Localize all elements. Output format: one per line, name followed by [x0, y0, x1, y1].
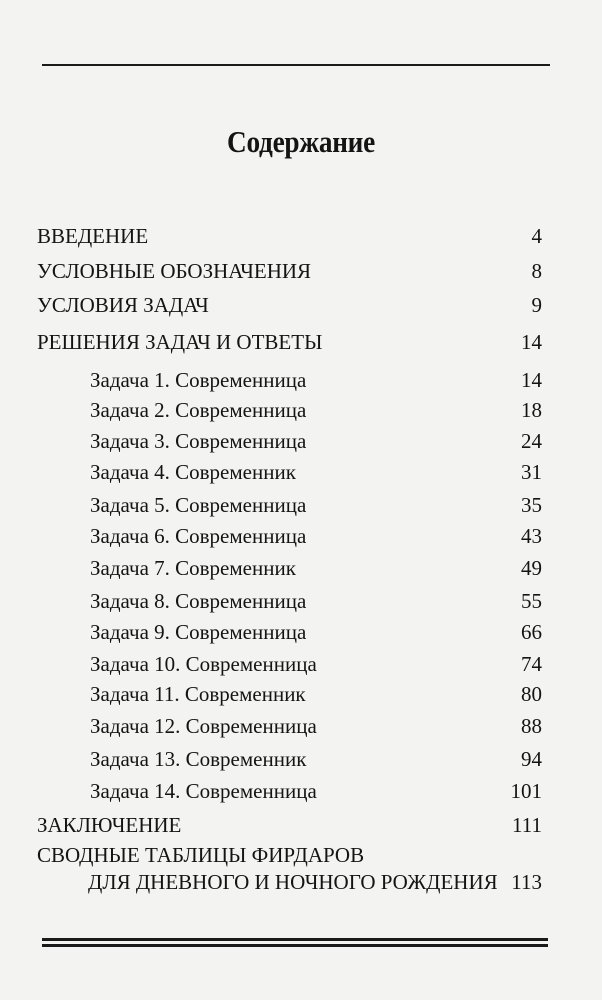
toc-entry-page: 14 [521, 368, 542, 392]
toc-entry-page: 113 [511, 870, 542, 894]
toc-entry-task-2[interactable] [0, 396, 602, 424]
toc-entry-task-4[interactable] [0, 458, 602, 486]
toc-entry-task-5[interactable] [0, 491, 602, 519]
toc-entry-solutions[interactable] [0, 328, 602, 356]
toc-entry-label: Задача 1. Современница [90, 368, 307, 392]
toc-entry-label: Задача 4. Современник [90, 460, 296, 484]
page-title: Содержание [227, 124, 375, 159]
toc-entry-page: 101 [510, 779, 542, 803]
toc-entry-page: 74 [521, 652, 542, 676]
toc-entry-conclusion[interactable] [0, 811, 602, 839]
toc-entry-label: Задача 11. Современник [90, 682, 306, 706]
toc-entry-label: УСЛОВНЫЕ ОБОЗНАЧЕНИЯ [37, 259, 312, 283]
toc-entry-task-3[interactable] [0, 427, 602, 455]
toc-entry-label: Задача 7. Современник [90, 556, 296, 580]
toc-entry-label-line2: ДЛЯ ДНЕВНОГО И НОЧНОГО РОЖДЕНИЯ [88, 870, 498, 894]
toc-entry-page: 24 [521, 429, 542, 453]
toc-entry-label: Задача 12. Современница [90, 714, 317, 738]
bottom-double-rule [42, 938, 548, 947]
toc-entry-task-1[interactable] [0, 366, 602, 394]
toc-entry-label: Задача 6. Современница [90, 524, 307, 548]
toc-entry-page: 8 [531, 259, 542, 283]
toc-entry-label: Задача 14. Современница [90, 779, 317, 803]
toc-entry-page: 14 [521, 330, 542, 354]
toc-entry-symbols[interactable] [0, 257, 602, 285]
toc-entry-task-11[interactable] [0, 680, 602, 708]
toc-entry-label-line1: СВОДНЫЕ ТАБЛИЦЫ ФИРДАРОВ [37, 843, 365, 867]
toc-entry-label: Задача 5. Современница [90, 493, 307, 517]
toc-entry-label: Задача 3. Современница [90, 429, 307, 453]
toc-entry-page: 31 [521, 460, 542, 484]
toc-entry-label: Задача 13. Современник [90, 747, 307, 771]
toc-entry-task-14[interactable] [0, 777, 602, 805]
toc-entry-page: 55 [521, 589, 542, 613]
toc-entry-problems[interactable] [0, 291, 602, 319]
toc-entry-label: Задача 8. Современница [90, 589, 307, 613]
toc-entry-label: Задача 9. Современница [90, 620, 307, 644]
toc-entry-page: 43 [521, 524, 542, 548]
toc-entry-page: 94 [521, 747, 542, 771]
toc-entry-task-8[interactable] [0, 587, 602, 615]
toc-entry-label: РЕШЕНИЯ ЗАДАЧ И ОТВЕТЫ [37, 330, 323, 354]
toc-entry-task-9[interactable] [0, 618, 602, 646]
toc-entry-task-10[interactable] [0, 650, 602, 678]
toc-entry-page: 111 [512, 813, 542, 837]
toc-entry-page: 80 [521, 682, 542, 706]
toc-entry-label: ЗАКЛЮЧЕНИЕ [37, 813, 182, 837]
toc-entry-task-6[interactable] [0, 522, 602, 550]
toc-entry-tables-continued[interactable] [0, 868, 602, 896]
top-rule [42, 64, 550, 66]
toc-entry-label: Задача 10. Современница [90, 652, 317, 676]
toc-entry-label: ВВЕДЕНИЕ [37, 224, 149, 248]
toc-entry-page: 4 [531, 224, 542, 248]
toc-entry-page: 66 [521, 620, 542, 644]
toc-entry-label: УСЛОВИЯ ЗАДАЧ [37, 293, 209, 317]
toc-entry-tables[interactable] [0, 841, 602, 869]
toc-entry-page: 49 [521, 556, 542, 580]
toc-entry-page: 88 [521, 714, 542, 738]
toc-entry-page: 35 [521, 493, 542, 517]
toc-entry-task-7[interactable] [0, 554, 602, 582]
toc-entry-label: Задача 2. Современница [90, 398, 307, 422]
toc-entry-page: 9 [531, 293, 542, 317]
toc-entry-intro[interactable] [0, 222, 602, 250]
toc-entry-task-12[interactable] [0, 712, 602, 740]
toc-entry-page: 18 [521, 398, 542, 422]
toc-entry-task-13[interactable] [0, 745, 602, 773]
